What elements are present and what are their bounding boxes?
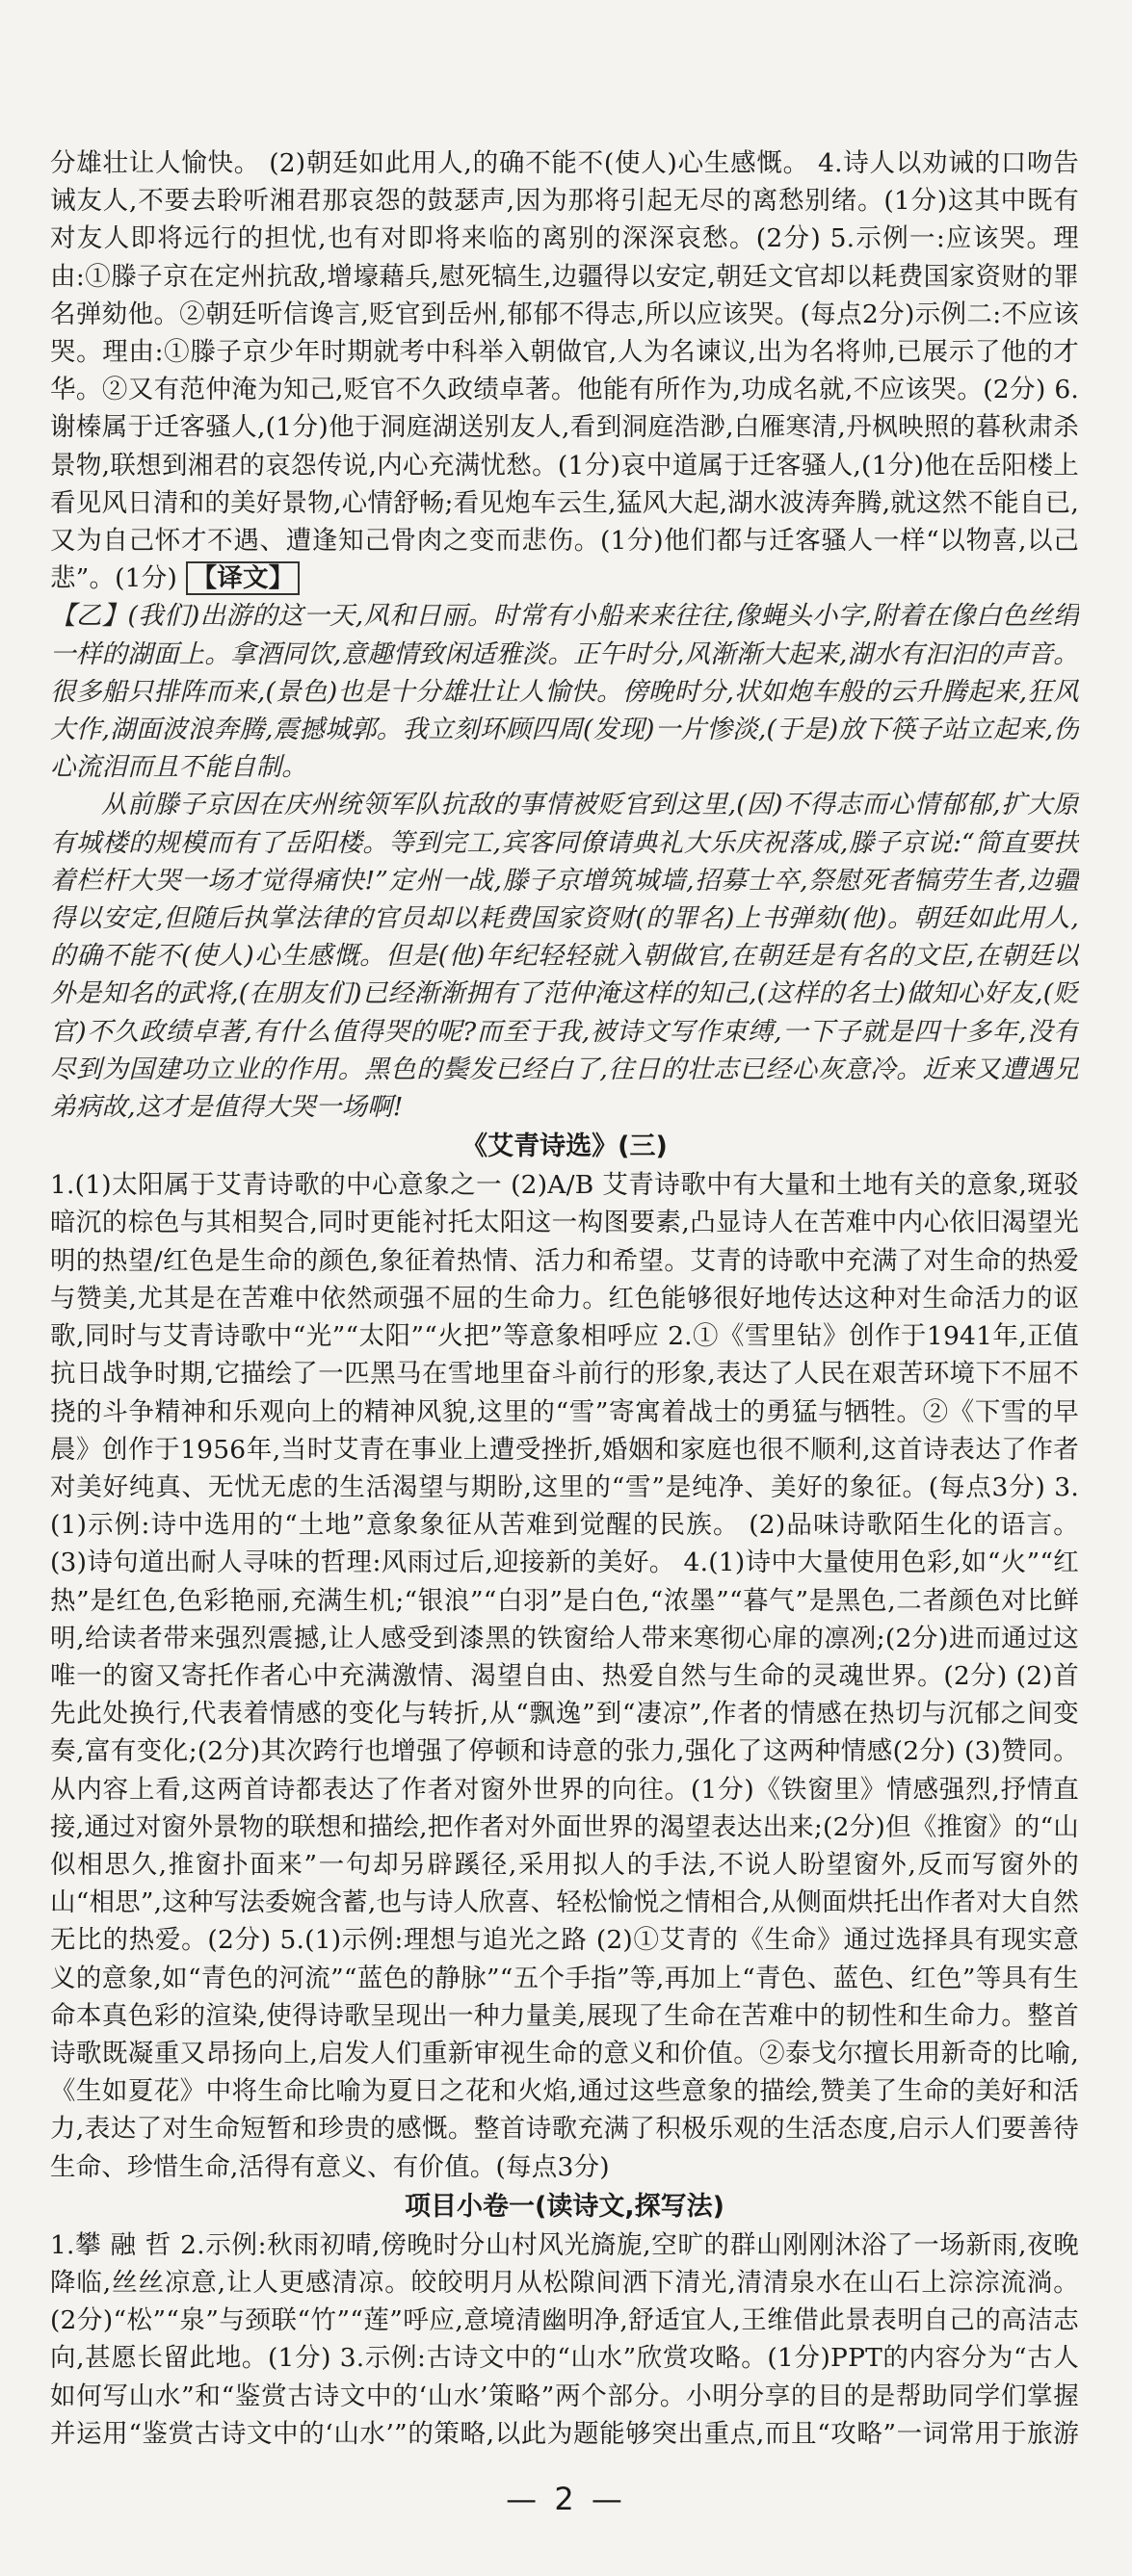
- translation-paragraph-1: 【乙】(我们)出游的这一天,风和日丽。时常有小船来来往往,像蝇头小字,附着在像白色丝绢一样的湖面上。拿酒同饮,意趣情致闲适雅淡。正午时分,风渐渐大起来,湖水有汩汩的声音。很多船只排阵而来,(景色)也是十分雄壮让人愉快。傍晚时分,状如炮车般的云升腾起来,狂风大作,湖面波浪奔腾,震撼城郭。我立刻环顾四周(发现)一片惨淡,(于是)放下筷子站立起来,伤心流泪而且不能自制。: [50, 601, 1079, 783]
- answer-block-aiqing: 1.(1)太阳属于艾青诗歌的中心意象之一 (2)A/B 艾青诗歌中有大量和土地有关的意象,斑驳暗沉的棕色与其相契合,同时更能衬托太阳这一构图要素,凸显诗人在苦难中内心依旧渴望光明的热望/红色是生命的颜色,象征着热情、活力和希望。艾青的诗歌中充满了对生命的热爱与赞美,尤其是在苦难中依然顽强不屈的生命力。红色能够很好地传达这种对生命活力的讴歌,同时与艾青诗歌中“光”“太阳”“火把”等意象相呼应 2.①《雪里钻》创作于1941年,正值抗日战争时期,它描绘了一匹黑马在雪地里奋斗前行的形象,表达了人民在艰苦环境下不屈不挠的斗争精神和乐观向上的精神风貌,这里的“雪”寄寓着战士的勇猛与牺牲。②《下雪的早晨》创作于1956年,当时艾青在事业上遭受挫折,婚姻和家庭也很不顺利,这首诗表达了作者对美好纯真、无忧无虑的生活渴望与期盼,这里的“雪”是纯净、美好的象征。(每点3分) 3.(1)示例:诗中选用的“土地”意象象征从苦难到觉醒的民族。 (2)品味诗歌陌生化的语言。 (3)诗句道出耐人寻味的哲理:风雨过后,迎接新的美好。 4.(1)诗中大量使用色彩,如“火”“红热”是红色,色彩艳丽,充满生机;“银浪”“白羽”是白色,“浓墨”“暮气”是黑色,二者颜色对比鲜明,给读者带来强烈震撼,让人感受到漆黑的铁窗给人带来寒彻心扉的凛冽;(2分)进而通过这唯一的窗又寄托作者心中充满激情、渴望自由、热爱自然与生命的灵魂世界。(2分) (2)首先此处换行,代表着情感的变化与转折,从“飘逸”到“凄凉”,作者的情感在热切与沉郁之间变奏,富有变化;(2分)其次跨行也增强了停顿和诗意的张力,强化了这两种情感(2分) (3)赞同。从内容上看,这两首诗都表达了作者对窗外世界的向往。(1分)《铁窗里》情感强烈,抒情直接,通过对窗外景物的联想和描绘,把作者对外面世界的渴望表达出来;(2分)但《推窗》的“山似相思久,推窗扑面来”一句却另辟蹊径,采用拟人的手法,不说人盼望窗外,反而写窗外的山“相思”,这种写法委婉含蓄,也与诗人欣喜、轻松愉悦之情相合,从侧面烘托出作者对大自然无比的热爱。(2分) 5.(1)示例:理想与追光之路 (2)①艾青的《生命》通过选择具有现实意义的意象,如“青色的河流”“蓝色的静脉”“五个手指”等,再加上“青色、蓝色、红色”等具有生命本真色彩的渲染,使得诗歌呈现出一种力量美,展现了生命在苦难中的韧性和生命力。整首诗歌既凝重又昂扬向上,启发人们重新审视生命的意义和价值。②泰戈尔擅长用新奇的比喻,《生如夏花》中将生命比喻为夏日之花和火焰,通过这些意象的描绘,赞美了生命的美好和活力,表达了对生命短暂和珍贵的感慨。整首诗歌充满了积极乐观的生活态度,启示人们要善待生命、珍惜生命,活得有意义、有价值。(每点3分): [50, 1170, 1079, 2182]
- translation-tag: 【译文】: [186, 561, 301, 595]
- page-number: — 2 —: [506, 2481, 626, 2517]
- answer-block-project: 1.攀 融 哲 2.示例:秋雨初晴,傍晚时分山村风光旖旎,空旷的群山刚刚沐浴了一场新雨,夜晚降临,丝丝凉意,让人更感清凉。皎皎明月从松隙间洒下清光,清清泉水在山石上淙淙流淌。(2分)“松”“泉”与颈联“竹”“莲”呼应,意境清幽明净,舒适宜人,王维借此景表明自己的高洁志向,甚愿长留此地。(1分) 3.示例:古诗文中的“山水”欣赏攻略。(1分)PPT的内容分为“古人如何写山水”和“鉴赏古诗文中的‘山水’策略”两个部分。小明分享的目的是帮助同学们掌握并运用“鉴赏古诗文中的‘山水’”的策略,以此为题能够突出重点,而且“攻略”一词常用于旅游: [50, 2229, 1079, 2449]
- answer-page: [50, 144, 1079, 2456]
- translation-paragraph-2: 从前滕子京因在庆州统领军队抗敌的事情被贬官到这里,(因)不得志而心情郁郁,扩大原有城楼的规模而有了岳阳楼。等到完工,宾客同僚请典礼大乐庆祝落成,滕子京说:“简直要扶着栏杆大哭一场才觉得痛快!”定州一战,滕子京增筑城墙,招募士卒,祭慰死者犒劳生者,边疆得以安定,但随后执掌法律的官员却以耗费国家资财(的罪名)上书弹劾(他)。朝廷如此用人,的确不能不(使人)心生感慨。但是(他)年纪轻轻就入朝做官,在朝廷是有名的文臣,在朝廷以外是知名的武将,(在朋友们)已经渐渐拥有了范仲淹这样的知己,(这样的名士)做知心好友,(贬官)不久政绩卓著,有什么值得哭的呢?而至于我,被诗文写作束缚,一下子就是四十多年,没有尽到为国建功立业的作用。黑色的鬓发已经白了,往日的壮志已经心灰意冷。近来又遭遇兄弟病故,这才是值得大哭一场啊!: [50, 790, 1079, 1123]
- section-title-aiqing: 《艾青诗选》(三): [461, 1132, 668, 1162]
- answer-block-1-text: 分雄壮让人愉快。 (2)朝廷如此用人,的确不能不(使人)心生感慨。 4.诗人以劝诫的口吻告诫友人,不要去聆听湘君那哀怨的鼓瑟声,因为那将引起无尽的离愁别绪。(1分)这其中既有对友人即将远行的担忧,也有对即将来临的离别的深深哀愁。(2分) 5.示例一:应该哭。理由:①滕子京在定州抗敌,增壕藉兵,慰死犒生,边疆得以安定,朝廷文官却以耗费国家资财的罪名弹劾他。②朝廷听信谗言,贬官到岳州,郁郁不得志,所以应该哭。(每点2分)示例二:不应该哭。理由:①滕子京少年时期就考中科举入朝做官,人为名谏议,出为名将帅,已展示了他的才华。②又有范仲淹为知己,贬官不久政绩卓著。他能有所作为,功成名就,不应该哭。(2分) 6.谢榛属于迁客骚人,(1分)他于洞庭湖送别友人,看到洞庭浩渺,白雁寒清,丹枫映照的暮秋肃杀景物,联想到湘君的哀怨传说,内心充满忧愁。(1分)哀中道属于迁客骚人,(1分)他在岳阳楼上看见风日清和的美好景物,心情舒畅;看见炮车云生,猛风大起,湖水波涛奔腾,就这然不能自已,又为自己怀才不遇、遭逢知己骨肉之变而悲伤。(1分)他们都与迁客骚人一样“以物喜,以己悲”。(1分): [50, 148, 1079, 594]
- answer-block-1: [50, 144, 1079, 597]
- section-title-project: 项目小卷一(读诗文,探写法): [405, 2191, 724, 2222]
